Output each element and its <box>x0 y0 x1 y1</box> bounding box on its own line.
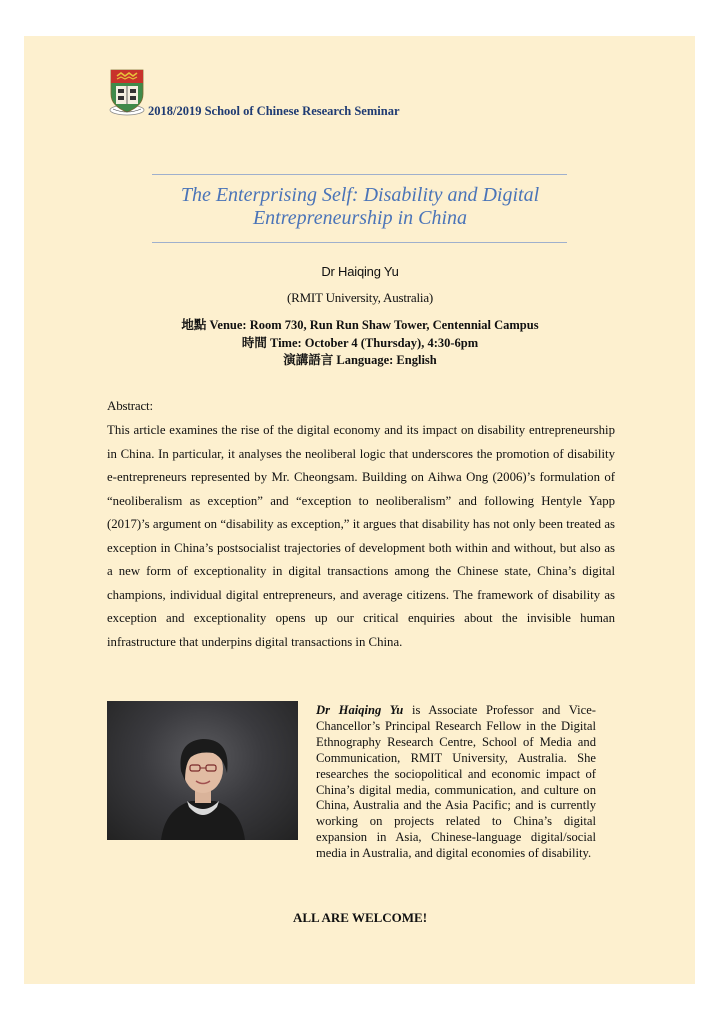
bio-text: is Associate Professor and Vice-Chancellor’s Principal Research Fellow in the Digital Ethnography Research Centre, School of Media and Communication, RMIT University, Australia. She researches the sociopolitical and economic impact of China’s digital media, communication, and culture on China, Australia and the Asia Pacific; and is currently working on projects related to China’s digital expansion in Asia, Chinese-language digital/social media in Australia, and digital economies of disability. <box>316 703 596 861</box>
speaker-photo <box>107 701 298 840</box>
seminar-series-heading: 2018/2019 School of Chinese Research Seminar <box>148 104 400 118</box>
speaker-affiliation: (RMIT University, Australia) <box>286 290 434 305</box>
abstract-text: This article examines the rise of the digital economy and its impact on disability entrepreneurship in China. In particular, it analyses the neoliberal logic that underscores the promotion of disability e-entrepreneurs represented by Mr. Cheongsam. Building on Aihwa Ong (2006)’s formulation of “neoliberalism as exception” and “exception to neoliberalism” and following Hentyle Yapp (2017)’s argument on “disability as exception,” it argues that disability has not only been treated as exception in China’s postsocialist trajectories of development both within and without, but also as a new form of exceptionality in digital transactions among the Chinese state, China’s digital champions, individual digital entrepreneurs, and average citizens. The framework of disability as exception and exceptionality opens up our critical enquiries about the invisible human infrastructure that underpins digital transactions in China. <box>107 423 615 649</box>
language-line: 演講語言 Language: English <box>283 353 437 367</box>
speaker-name: Dr Haiqing Yu <box>321 264 399 279</box>
talk-title: The Enterprising Self: Disability and Digital Entrepreneurship in China <box>180 184 540 229</box>
title-bottom-rule <box>152 242 567 243</box>
university-crest-logo <box>108 68 146 116</box>
venue-line: 地點 Venue: Room 730, Run Run Shaw Tower, Centennial Campus <box>181 318 539 332</box>
event-details <box>80 317 640 370</box>
bio-speaker-name: Dr Haiqing Yu <box>316 703 404 717</box>
time-line: 時間 Time: October 4 (Thursday), 4:30-6pm <box>241 335 479 350</box>
speaker-bio <box>316 703 596 862</box>
welcome-note: ALL ARE WELCOME! <box>292 910 428 925</box>
abstract-heading: Abstract: <box>107 398 153 413</box>
title-top-rule <box>152 174 567 175</box>
